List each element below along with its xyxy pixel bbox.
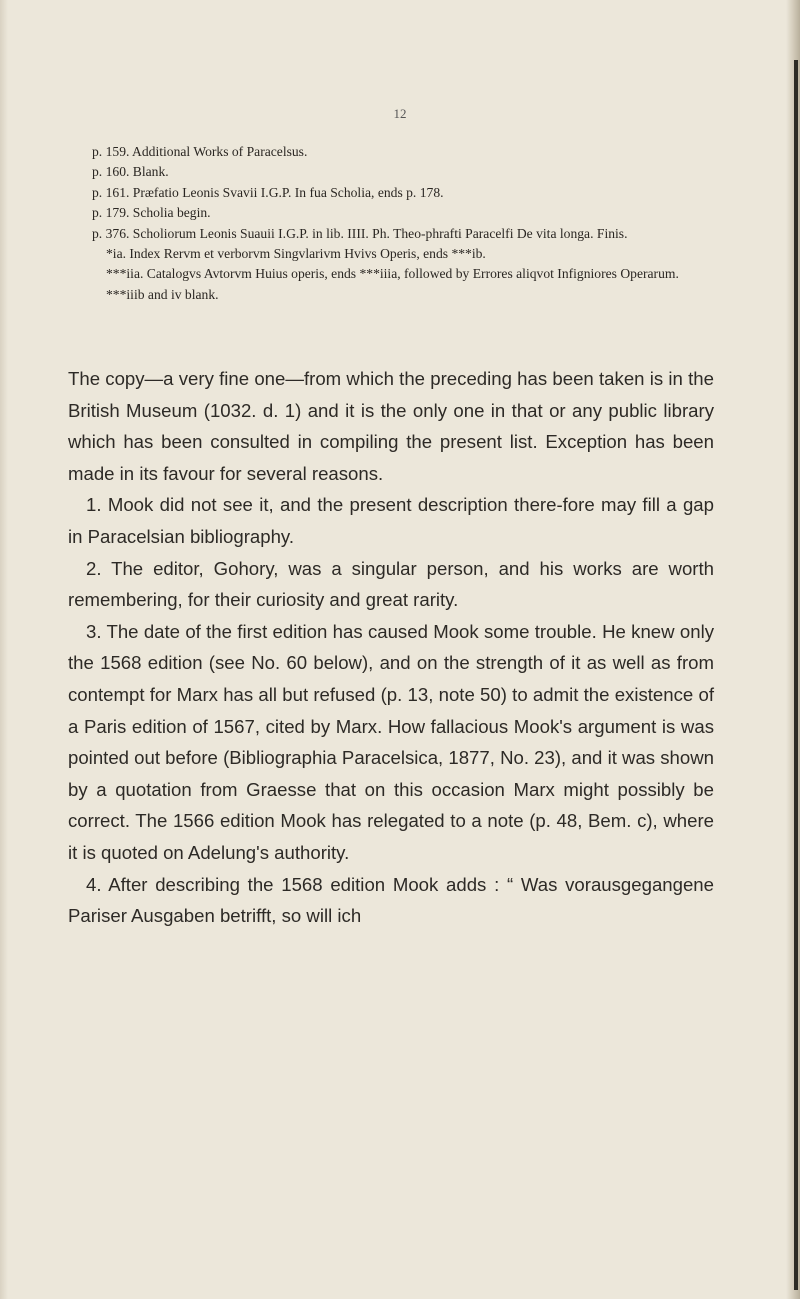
paragraph: 2. The editor, Gohory, was a singular person, and his works are worth remembering, for their curiosity and great rarity. <box>68 557 714 611</box>
collation-entry: p. 376. Scholiorum Leonis Suauii I.G.P. in lib. IIII. Ph. Theo-phrafti Paracelfi De vita longa. Finis. <box>92 225 628 241</box>
collation-list <box>92 142 716 305</box>
collation-entry: *ia. Index Rervm et verborvm Singvlarivm Hvivs Operis, ends ***ib. <box>106 246 486 262</box>
page-number: 12 <box>393 106 407 121</box>
page-left-edge <box>0 0 8 1299</box>
collation-entry: p. 159. Additional Works of Paracelsus. <box>92 144 308 159</box>
binding-shadow <box>794 60 798 1290</box>
collation-entry: p. 161. Præfatio Leonis Svavii I.G.P. In fua Scholia, ends p. 178. <box>92 184 444 200</box>
paragraph: 1. Mook did not see it, and the present description there-fore may fill a gap in Paracelsian bibliography. <box>68 494 714 547</box>
body-text <box>68 363 714 932</box>
paragraph: 4. After describing the 1568 edition Mook adds : “ Was vorausgegangene Pariser Ausgaben betrifft, so will ich <box>68 873 714 927</box>
paragraph: 3. The date of the first edition has caused Mook some trouble. He knew only the 1568 edition (see No. 60 below), and on the strength of it as well as from contempt for Marx has all but refused (p. 13, note 50) to admit the existence of a Paris edition of 1567, cited by Marx. How fallacious Mook's argument is was pointed out before (Bibliographia Paracelsica, 1877, No. 23), and it was shown by a quotation from Graesse that on this occasion Marx might possibly be correct. The 1566 edition Mook has relegated to a note (p. 48, Bem. c), where it is quoted on Adelung's authority. <box>68 620 715 863</box>
collation-entry: ***iia. Catalogvs Avtorvm Huius operis, ends ***iiia, followed by Errores aliqvot Infigniores Operarum. <box>106 266 679 282</box>
collation-entry: p. 179. Scholia begin. <box>92 205 211 221</box>
collation-entry: p. 160. Blank. <box>92 164 169 180</box>
paragraph: The copy—a very fine one—from which the preceding has been taken is in the British Museum (1032. d. 1) and it is the only one in that or any public library which has been consulted in compiling the present list. Exception has been made in its favour for several reasons. <box>68 368 714 484</box>
collation-entry: ***iiib and iv blank. <box>106 286 219 302</box>
